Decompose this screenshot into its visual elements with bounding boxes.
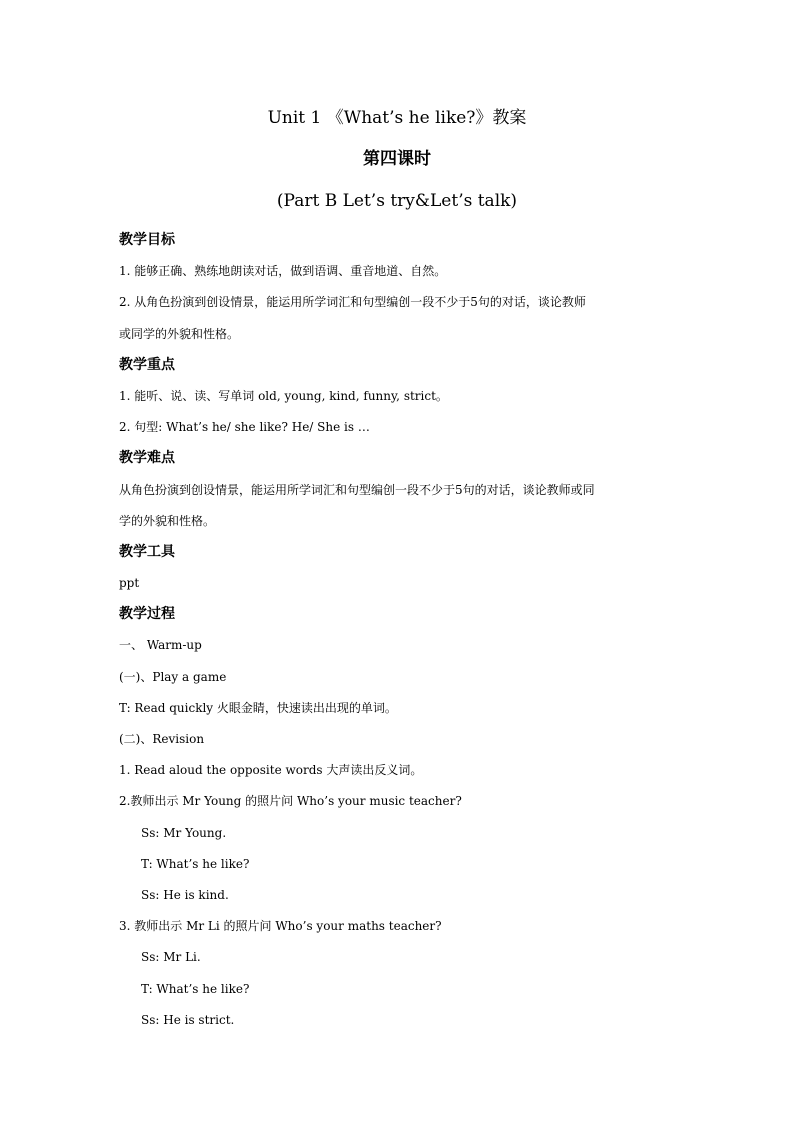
process-step-warmup: 一、 Warm-up: [119, 638, 202, 653]
objectives-heading: 教学目标: [119, 232, 175, 248]
lesson-part: (Part B Let’s try&Let’s talk): [276, 191, 518, 211]
document-title: Unit 1 《What’s he like?》教案: [267, 108, 527, 128]
revision-item: 2.教师出示 Mr Young 的照片问 Who’s your music teacher?: [119, 794, 462, 809]
process-sub-play-game-text: T: Read quickly 火眼金睛，快速读出出现的单词。: [119, 700, 397, 715]
process-sub-play-game: (一)、Play a game: [119, 669, 227, 684]
dialogue-line: Ss: He is strict.: [141, 1012, 235, 1027]
revision-item: 3. 教师出示 Mr Li 的照片问 Who’s your maths teacher?: [119, 919, 442, 934]
key-points-heading: 教学重点: [119, 356, 175, 373]
difficulties-heading: 教学难点: [119, 450, 175, 467]
dialogue-line: Ss: He is kind.: [141, 887, 229, 902]
lesson-number: 第四课时: [363, 149, 431, 169]
tool-item: ppt: [119, 576, 140, 591]
process-heading: 教学过程: [119, 606, 175, 623]
dialogue-line: Ss: Mr Young.: [141, 825, 227, 840]
tools-heading: 教学工具: [119, 543, 175, 560]
objective-item: 2. 从角色扮演到创设情景，能运用所学词汇和句型编创一段不少于5句的对话，谈论教师: [119, 295, 586, 310]
objective-item-continued: 或同学的外貌和性格。: [119, 326, 240, 341]
difficulty-item-continued: 学的外貌和性格。: [119, 513, 216, 528]
dialogue-line: T: What’s he like?: [141, 981, 250, 996]
difficulty-item: 从角色扮演到创设情景，能运用所学词汇和句型编创一段不少于5句的对话，谈论教师或同: [119, 482, 595, 497]
dialogue-line: T: What’s he like?: [141, 856, 250, 871]
key-point-item: 1. 能听、说、读、写单词 old, young, kind, funny, strict。: [119, 388, 448, 403]
revision-item: 1. Read aloud the opposite words 大声读出反义词。: [119, 763, 423, 778]
dialogue-line: Ss: Mr Li.: [141, 950, 201, 965]
objective-item: 1. 能够正确、熟练地朗读对话，做到语调、重音地道、自然。: [119, 264, 447, 279]
key-point-item: 2. 句型: What’s he/ she like? He/ She is …: [119, 420, 370, 435]
process-sub-revision: (二)、Revision: [119, 732, 205, 746]
document-body: [119, 225, 679, 1036]
